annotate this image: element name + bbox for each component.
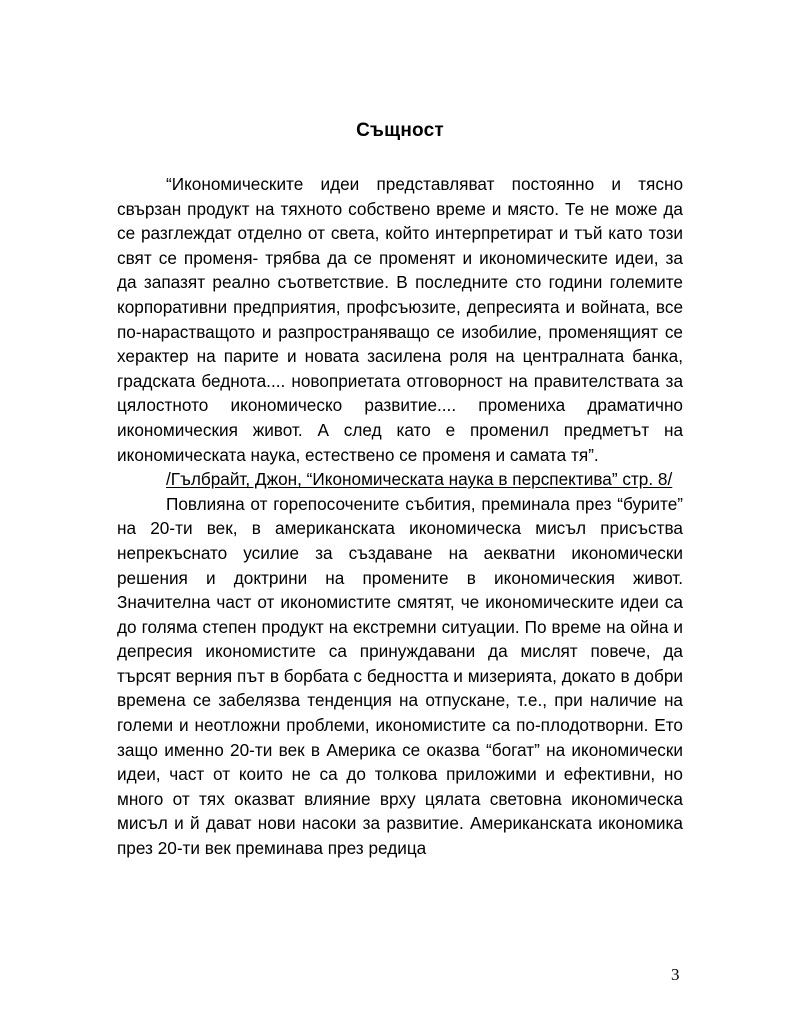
body-paragraph: Повлияна от горепосочените събития, преминала през “бурите” на 20-ти век, в американската икономическа мисъл присъства непрекъснато усилие за създаване на аекватни икономически решения и доктрини на промените в икономическия живот. Значителна част от икономистите смятят, че икономическите идеи са до голяма степен продукт на екстремни ситуации. По време на ойна и депресия икономистите са принуждавани да мислят повече, да търсят верния път в борбата с бедността и мизерията, докато в добри времена се забелязва тенденция на отпускане, т.е., при наличие на големи и неотложни проблеми, икономистите са по-плодотворни. Ето защо именно 20-ти век в Америка се оказва “богат” на икономически идеи, част от които не са до толкова приложими и ефективни, но много от тях оказват влияние врху цялата световна икономическа мисъл и й дават нови насоки за развитие. Американската икономика през 20-ти век преминава през редица bbox=[117, 493, 683, 859]
citation: /Гълбрайт, Джон, “Икономическата наука в перспектива” стр. 8/ bbox=[166, 469, 673, 490]
page-number: 3 bbox=[671, 965, 680, 984]
quote-paragraph: “Икономическите идеи представляват постоянно и тясно свързан продукт на тяхното собствено време и място. Те не може да се разглеждат отделно от света, който интерпретират и тъй като този свят се променя- трябва да се променят и икономическите идеи, за да запазят реално съответствие. В последните сто години големите корпоративни предприятия, профсъюзите, депресията и войната, все по-нарастващото и разпространяващо се изобилие, променящият се херактер на парите и новата засилена роля на централната банка, градската беднота.... новоприетата отговорност на правителствата за цялостното икономическо развитие.... промениха драматично икономическия живот. А след като е променил предметът на икономическата наука, естествено се променя и самата тя”. bbox=[117, 174, 683, 465]
page-title: Същност bbox=[356, 120, 444, 141]
body-text bbox=[117, 172, 683, 861]
